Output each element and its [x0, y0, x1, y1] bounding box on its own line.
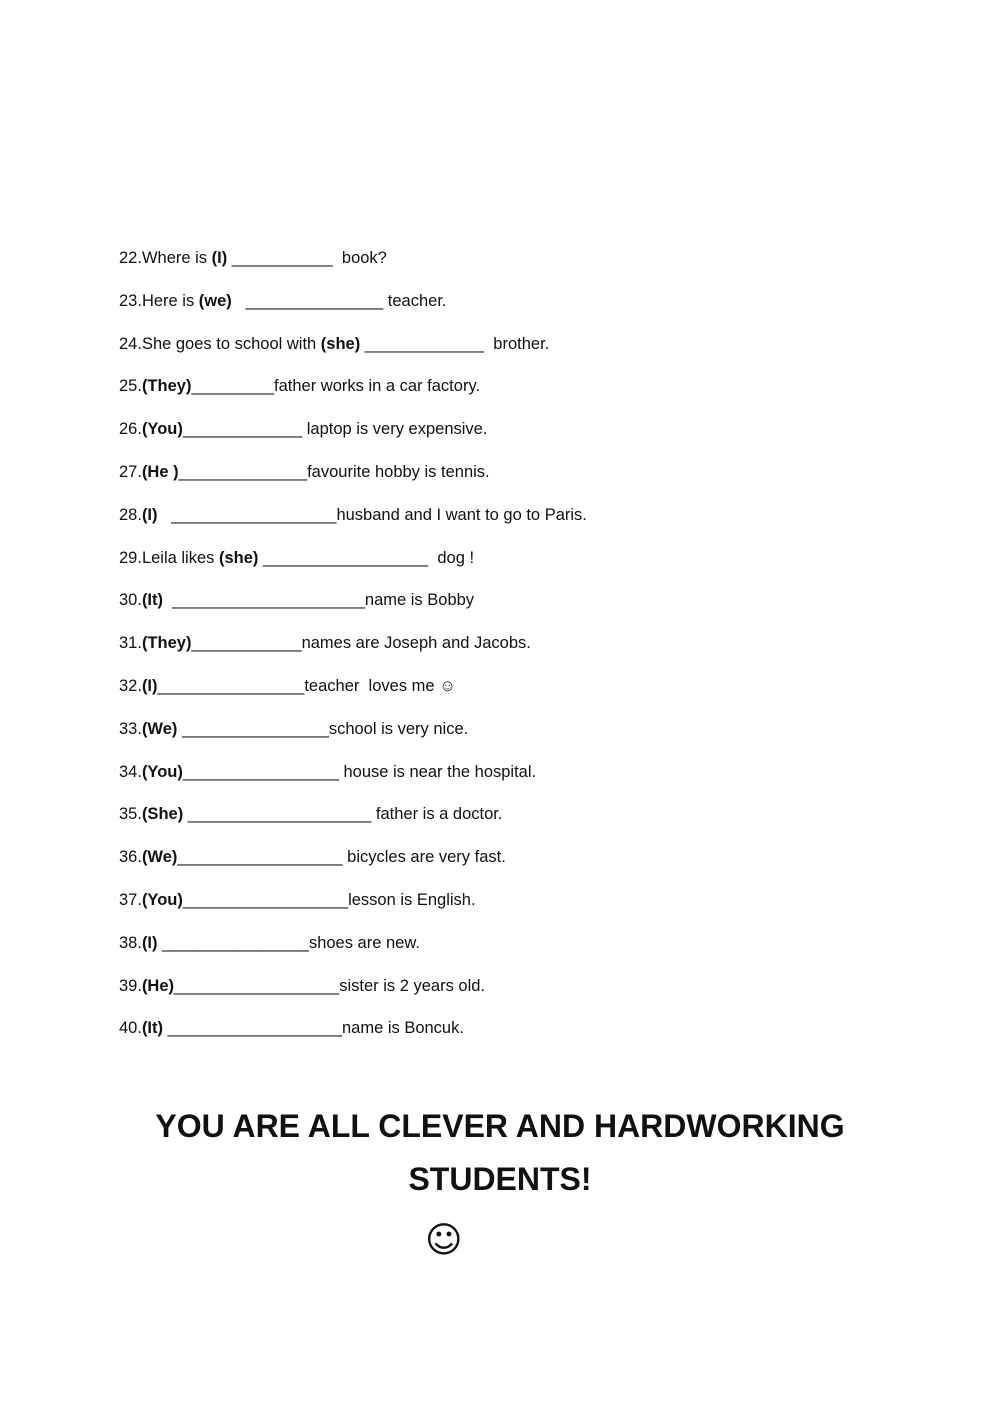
item-number: 39.: [119, 976, 142, 995]
sentence-end: teacher loves me ☺: [304, 676, 457, 695]
exercise-36: [119, 845, 879, 888]
item-number: 27.: [119, 462, 142, 481]
sentence-end: bicycles are very fast.: [347, 848, 506, 867]
answer-blank: __________________: [258, 548, 438, 567]
exercise-38: [119, 931, 879, 974]
answer-blank: ___________________: [163, 1019, 342, 1038]
sentence-end: sister is 2 years old.: [339, 976, 486, 995]
sentence-end: lesson is English.: [348, 890, 476, 909]
item-number: 23.: [119, 291, 142, 310]
exercise-29: [119, 546, 879, 589]
pronoun-cue: (She): [141, 805, 184, 824]
exercise-list: [119, 246, 879, 1059]
pronoun-cue: (she): [320, 334, 361, 353]
pronoun-cue: (I): [141, 505, 158, 524]
pronoun-cue: (You): [141, 762, 183, 781]
exercise-40: [119, 1016, 879, 1059]
answer-blank: ____________: [191, 634, 302, 653]
sentence-end: school is very nice.: [328, 719, 469, 738]
sentence-end: name is Boncuk.: [341, 1019, 464, 1038]
sentence-end: house is near the hospital.: [343, 762, 537, 781]
item-number: 26.: [119, 420, 142, 439]
item-number: 37.: [119, 890, 142, 909]
item-number: 29.: [119, 548, 142, 567]
exercise-37: [119, 888, 879, 931]
pronoun-cue: (It): [141, 591, 164, 610]
exercise-25: [119, 374, 879, 417]
answer-blank: ________________: [177, 719, 329, 738]
exercise-23: [119, 289, 879, 332]
answer-blank: _______________: [231, 291, 388, 310]
exercise-33: [119, 717, 879, 760]
exercise-28: [119, 503, 879, 546]
answer-blank: ________________: [157, 676, 305, 695]
exercise-35: [119, 802, 879, 845]
pronoun-cue: (I): [141, 933, 158, 952]
pronoun-cue: (They): [141, 377, 192, 396]
answer-blank: _____________________: [163, 591, 365, 610]
answer-blank: __________________: [177, 848, 348, 867]
closing-line-2: STUDENTS!: [408, 1161, 592, 1197]
sentence-end: dog !: [437, 548, 475, 567]
answer-blank: ___________: [227, 249, 342, 267]
pronoun-cue: (she): [218, 548, 259, 567]
item-number: 38.: [119, 933, 142, 952]
pronoun-cue: (We): [141, 848, 178, 867]
sentence-end: brother.: [493, 334, 550, 353]
smiley-face-icon: ☺: [425, 1220, 463, 1261]
exercise-30: [119, 588, 879, 631]
pronoun-cue: (I): [211, 249, 228, 267]
sentence-end: favourite hobby is tennis.: [307, 462, 490, 481]
pronoun-cue: (It): [141, 1019, 164, 1038]
item-number: 30.: [119, 591, 142, 610]
sentence-end: book?: [341, 249, 387, 267]
item-number: 25.: [119, 377, 142, 396]
item-number: 32.: [119, 676, 142, 695]
item-number: 36.: [119, 848, 142, 867]
exercise-24: [119, 332, 879, 375]
sentence-end: names are Joseph and Jacobs.: [301, 634, 531, 653]
answer-blank: ____________________: [183, 805, 376, 824]
sentence-end: husband and I want to go to Paris.: [336, 505, 587, 524]
answer-blank: ______________: [178, 462, 308, 481]
pronoun-cue: (We): [141, 719, 178, 738]
exercise-26: [119, 417, 879, 460]
item-number: 22.: [119, 249, 142, 267]
item-number: 35.: [119, 805, 142, 824]
sentence-end: teacher.: [387, 291, 447, 310]
item-number: 40.: [119, 1019, 142, 1038]
exercise-31: [119, 631, 879, 674]
exercise-34: [119, 760, 879, 803]
sentence-end: shoes are new.: [308, 933, 420, 952]
pronoun-cue: (You): [141, 890, 183, 909]
sentence-end: father works in a car factory.: [274, 377, 481, 396]
answer-blank: _____________: [182, 420, 307, 439]
closing-message: [0, 1100, 1000, 1206]
answer-blank: _____________: [360, 334, 494, 353]
sentence-start: She goes to school with: [141, 334, 321, 353]
exercise-32: [119, 674, 879, 717]
pronoun-cue: (They): [141, 634, 192, 653]
item-number: 28.: [119, 505, 142, 524]
exercise-39: [119, 974, 879, 1017]
sentence-end: father is a doctor.: [375, 805, 503, 824]
exercise-22: [119, 246, 879, 289]
answer-blank: _________: [191, 377, 275, 396]
answer-blank: ________________: [157, 933, 309, 952]
answer-blank: __________________: [174, 976, 340, 995]
pronoun-cue: (we): [198, 291, 232, 310]
exercise-27: [119, 460, 879, 503]
item-number: 31.: [119, 634, 142, 653]
answer-blank: _________________: [182, 762, 344, 781]
item-number: 34.: [119, 762, 142, 781]
pronoun-cue: (I): [141, 676, 158, 695]
pronoun-cue: (He ): [141, 462, 179, 481]
pronoun-cue: (He): [141, 976, 175, 995]
item-number: 33.: [119, 719, 142, 738]
item-number: 24.: [119, 334, 142, 353]
pronoun-cue: (You): [141, 420, 183, 439]
sentence-end: name is Bobby: [364, 591, 475, 610]
sentence-start: Here is: [141, 291, 199, 310]
answer-blank: __________________: [157, 505, 337, 524]
sentence-start: Where is: [141, 249, 212, 267]
sentence-end: laptop is very expensive.: [306, 420, 488, 439]
closing-line-1: YOU ARE ALL CLEVER AND HARDWORKING: [155, 1108, 845, 1144]
answer-blank: __________________: [182, 890, 349, 909]
sentence-start: Leila likes: [141, 548, 219, 567]
